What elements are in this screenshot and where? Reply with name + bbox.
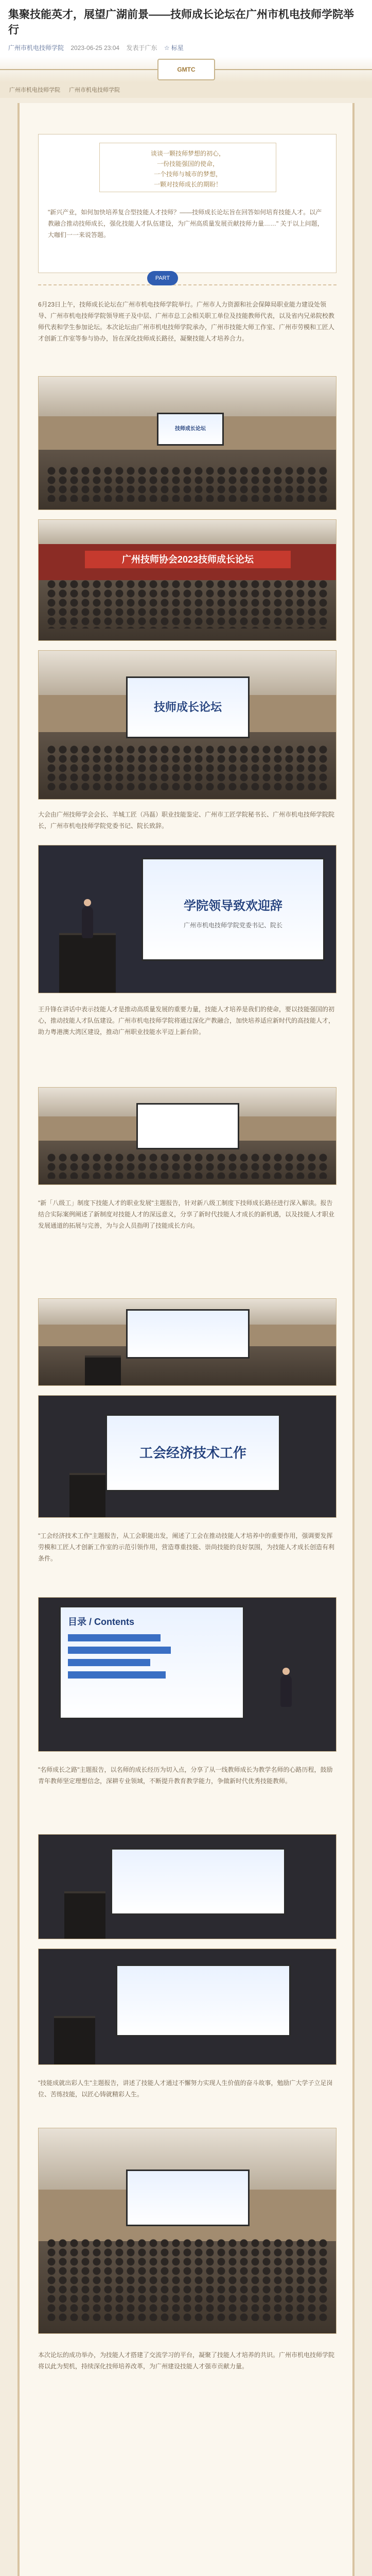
intro-line: 一个技师与城市的梦想， (153, 171, 222, 178)
presentation-screen (136, 1103, 239, 1149)
union-slide: 工会经济技术工作 (105, 1414, 280, 1492)
welcome-slide-title: 学院领导致欢迎辞 (184, 899, 282, 913)
photo-closing-audience (38, 2128, 336, 2334)
podium (69, 1473, 105, 1518)
intro-line: 一颗对技师成长的期盼！ (153, 181, 222, 188)
paragraph-1: 6月23日上午，技师成长论坛在广州市机电技师学院举行。广州市人力资源和社会保障局职业能力建设处领导、广州市机电技师学院领导班子及中层、广州市总工会相关职工单位及技能教师代表，以及省内兄弟院校教师代表和学生参加论坛。本次论坛由广州市机电技师学院承办，广州市技能大师工作室、广州市劳模和工匠人才创新工作室等参与协办，旨在深化技师成长路径，凝聚技能人才培养合力。 (38, 301, 335, 342)
intro-box (38, 134, 336, 273)
sub-tag: 广州市机电技师学院 (69, 87, 120, 93)
podium (59, 933, 116, 993)
account-name-link[interactable]: 广州市机电技师学院 (8, 44, 64, 52)
photo-teacher-talk (38, 1834, 336, 1939)
photo-skill-talk (38, 1948, 336, 2065)
event-banner: 广州技师协会2023技师成长论坛 (85, 551, 291, 568)
presentation-screen (116, 1964, 291, 2037)
photo-welcome-speech (38, 845, 336, 993)
article-title: 集聚技能英才，展望广湖前景——技师成长论坛在广州市机电技师学院举行 (8, 9, 354, 36)
contents-slide (59, 1606, 244, 1719)
photo-contents-talk (38, 1597, 336, 1752)
caption-1: 大会由广州技师学会会长、羊城工匠（冯磊）职业技能鉴定、广州市工匠学院秘书长、广州市机电技师学院院长，广州市机电技师学院党委书记、院长致辞。 (38, 811, 335, 829)
presentation-screen (126, 1309, 250, 1359)
speaker (280, 1675, 292, 1707)
podium (54, 2016, 95, 2065)
paragraph-7: 本次论坛的成功举办，为技能人才搭建了交流学习的平台，凝聚了技能人才培养的共识。广州市机电技师学院将以此为契机，持续深化技师培养改革，为广州建设技能人才强市贡献力量。 (38, 2351, 335, 2370)
photo-group (38, 519, 336, 641)
publish-location: 发表于广东 (126, 44, 157, 52)
photo-audience (38, 376, 336, 510)
podium (85, 1355, 121, 1386)
photo-forum-stage (38, 650, 336, 800)
photo-union-talk (38, 1395, 336, 1518)
section-divider (38, 278, 336, 285)
content-frame (17, 103, 355, 2576)
projector-screen: 技师成长论坛 (157, 413, 224, 446)
welcome-slide-sub: 广州市机电技师学院党委书记、院长 (183, 922, 282, 929)
paragraph-6: "技能成就出彩人生"主题报告，讲述了技能人才通过不懈努力实现人生价值的奋斗故事，勉励广大学子立足岗位、苦练技能，以匠心铸就精彩人生。 (38, 2079, 333, 2098)
intro-quote (99, 143, 276, 192)
intro-line: 一份技能强国的使命， (156, 160, 219, 167)
article-meta (8, 43, 364, 52)
sub-header-strip (0, 82, 372, 98)
welcome-slide (141, 858, 325, 961)
photo-audience-2 (38, 1087, 336, 1185)
school-logo: GMTC (157, 59, 215, 80)
presentation-screen (111, 1848, 286, 1915)
intro-paragraph: "新兴产业，如何加快培养复合型技能人才技师？——技师成长论坛旨在回答如何培育技能人才。以产教融合推动技师成长，强化技能人才队伍建设，为广州高质量发展贡献技师力量……" 关于以上问题，大咖们一一来说答题。 (48, 209, 324, 239)
star-button[interactable]: ☆ 标星 (164, 44, 184, 52)
paragraph-4: "工会经济技术工作"主题报告，从工会职能出发，阐述了工会在推动技能人才培养中的重要作用，强调要发挥劳模和工匠人才创新工作室的示范引领作用，营造尊重技能、崇尚技能的良好氛围，为技能人才成长创造有利条件。 (38, 1532, 335, 1562)
paragraph-5: "名师成长之路"主题报告，以名师的成长经历为切入点，分享了从一线教师成长为教学名师的心路历程，鼓励青年教师坚定理想信念，深耕专业领域，不断提升教育教学能力，争做新时代优秀技能教师。 (38, 1766, 333, 1785)
photo-speaker-2 (38, 1298, 336, 1386)
forum-slide: 技师成长论坛 (126, 676, 250, 738)
header-banner (0, 57, 372, 82)
intro-line: 谈谈一颗技师梦想的初心， (150, 150, 225, 157)
speaker (82, 906, 93, 938)
part-badge: PART (147, 271, 178, 285)
podium (64, 1891, 105, 1939)
paragraph-3: "新「八级工」制度下技能人才的职业发展"主题报告，针对新八级工制度下技师成长路径进行深入解读。报告结合实际案例阐述了新制度对技能人才的深远意义，分享了新时代技能人才成长的新机遇，以及技能人才职业发展通道的拓展与完善，为与会人员指明了技能成长方向。 (38, 1199, 335, 1229)
paragraph-2: 王升锋在讲话中表示技能人才是推动高质量发展的重要力量，技能人才培养是我们的使命，要以技能强国的初心，推动技能人才队伍建设。广州市机电技师学院将通过深化产教融合，加快培养适应新时代的高技能人才，助力粤港澳大湾区建设，推动广州职业技能水平迈上新台阶。 (38, 1006, 335, 1036)
contents-title: 目录 / Contents (68, 1617, 134, 1627)
sub-tag: 广州市机电技师学院 (9, 87, 60, 93)
presentation-screen (126, 2170, 250, 2226)
publish-date: 2023-06-25 23:04 (70, 44, 120, 52)
article-body[interactable] (0, 98, 372, 2576)
